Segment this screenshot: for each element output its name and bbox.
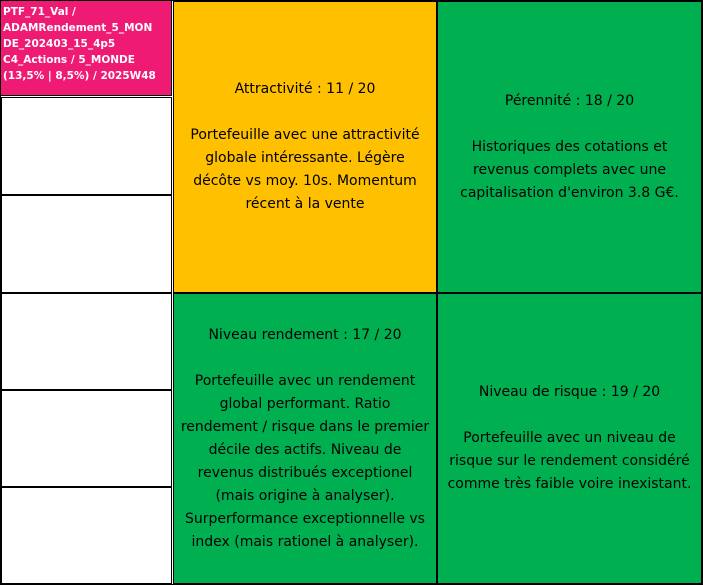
- empty-cell-1[interactable]: [1, 97, 172, 195]
- rendement-heading: Niveau rendement : 17 / 20: [208, 326, 402, 343]
- empty-cell-2[interactable]: [1, 195, 172, 293]
- risque-card[interactable]: [437, 293, 702, 584]
- empty-cell-5[interactable]: [1, 487, 172, 584]
- portfolio-title[interactable]: PTF_71_Val / ADAMRendement_5_MON DE_202403_15_4p5 C4_Actions / 5_MONDE (13,5% | 8,5%) / 2025W48: [1, 1, 172, 96]
- rendement-card[interactable]: [173, 293, 437, 584]
- empty-cell-4[interactable]: [1, 390, 172, 487]
- attractivite-heading: Attractivité : 11 / 20: [234, 81, 376, 97]
- attractivite-card[interactable]: [173, 1, 437, 293]
- risque-heading: Niveau de risque : 19 / 20: [478, 384, 661, 400]
- rendement-text: Portefeuille avec un rendement global performant. Ratio rendement / risque dans le premier décile des actifs. Niveau de revenus distribués exceptionel (mais origine à analyser). Surperformance exceptionnelle vs index (mais rationel à analyser).: [180, 372, 430, 550]
- perennite-text: Historiques des cotations et revenus complets avec une capitalisation d'environ 3.8 G€.: [460, 138, 679, 201]
- perennite-heading: Pérennité : 18 / 20: [504, 92, 635, 109]
- attractivite-text: Portefeuille avec une attractivité globale intéressante. Légère décôte vs moy. 10s. Momentum récent à la vente: [190, 127, 420, 212]
- risque-text: Portefeuille avec un niveau de risque sur le rendement considéré comme très faible voire inexistant.: [447, 430, 692, 492]
- empty-cell-3[interactable]: [1, 293, 172, 390]
- perennite-card[interactable]: [437, 1, 702, 293]
